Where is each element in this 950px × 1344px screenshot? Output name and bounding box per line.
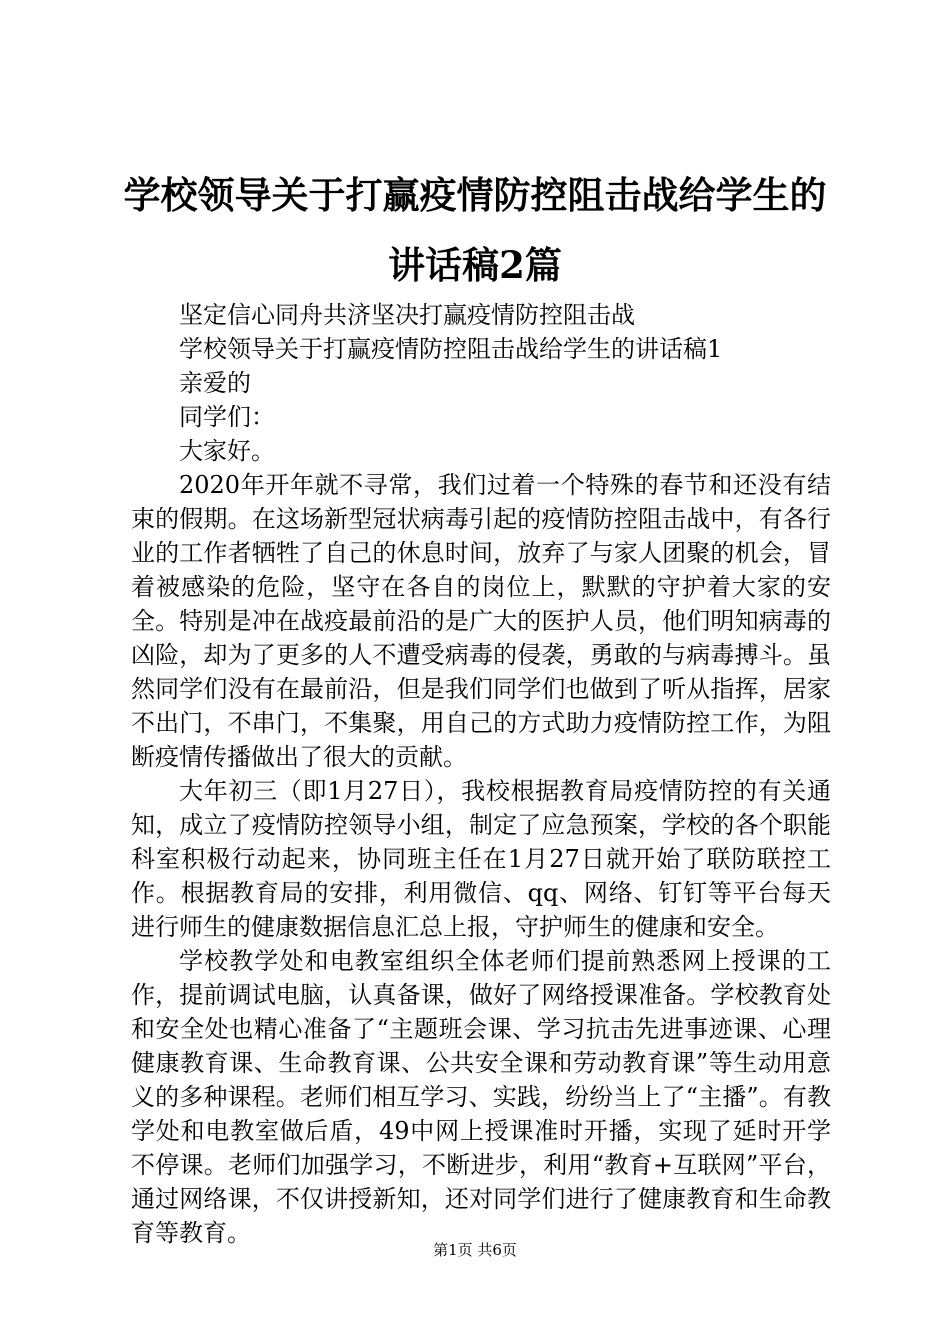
document-title: 学校领导关于打赢疫情防控阻击战给学生的讲话稿2篇 — [123, 173, 827, 287]
paragraph-greeting: 大家好。 — [179, 437, 275, 465]
paragraph-salutation-2: 同学们： — [179, 403, 275, 431]
paragraph-speech-heading: 学校领导关于打赢疫情防控阻击战给学生的讲话稿1 — [179, 335, 723, 363]
paragraph-subtitle: 坚定信心同舟共济坚决打赢疫情防控阻击战 — [179, 301, 635, 329]
paragraph-body-3: 学校教学处和电教室组织全体老师们提前熟悉网上授课的工作，提前调试电脑，认真备课，做好了网络授课准备。学校教育处和安全处也精心准备了“主题班会课、学习抗击先进事迹课、心理健康教育课、生命教育课、公共安全课和劳动教育课”等生动用意义的多种课程。老师们相互学习、实践，纷纷当上了“主播”。有教学处和电教室做后盾，49中网上授课准时开播，实现了延时开学不停课。老师们加强学习，不断进步，利用“教育+互联网”平台，通过网络课，不仅讲授新知，还对同学们进行了健康教育和生命教育等教育。 — [131, 947, 831, 1247]
paragraph-body-1: 2020年开年就不寻常，我们过着一个特殊的春节和还没有结束的假期。在这场新型冠状病毒引起的疫情防控阻击战中，有各行业的工作者牺牲了自己的休息时间，放弃了与家人团聚的机会，冒着被感染的危险，坚守在各自的岗位上，默默的守护着大家的安全。特别是冲在战疫最前沿的是广大的医护人员，他们明知病毒的凶险，却为了更多的人不遭受病毒的侵袭，勇敢的与病毒搏斗。虽然同学们没有在最前沿，但是我们同学们也做到了听从指挥，居家不出门，不串门，不集聚，用自己的方式助力疫情防控工作，为阻断疫情传播做出了很大的贡献。 — [131, 471, 831, 771]
page-footer: 第1页 共6页 — [433, 1241, 517, 1259]
paragraph-salutation-1: 亲爱的 — [179, 369, 251, 397]
paragraph-body-2: 大年初三（即1月27日），我校根据教育局疫情防控的有关通知，成立了疫情防控领导小组，制定了应急预案，学校的各个职能科室积极行动起来，协同班主任在1月27日就开始了联防联控工作。根据教育局的安排，利用微信、qq、网络、钉钉等平台每天进行师生的健康数据信息汇总上报，守护师生的健康和安全。 — [131, 777, 831, 941]
document-body — [131, 298, 831, 1250]
